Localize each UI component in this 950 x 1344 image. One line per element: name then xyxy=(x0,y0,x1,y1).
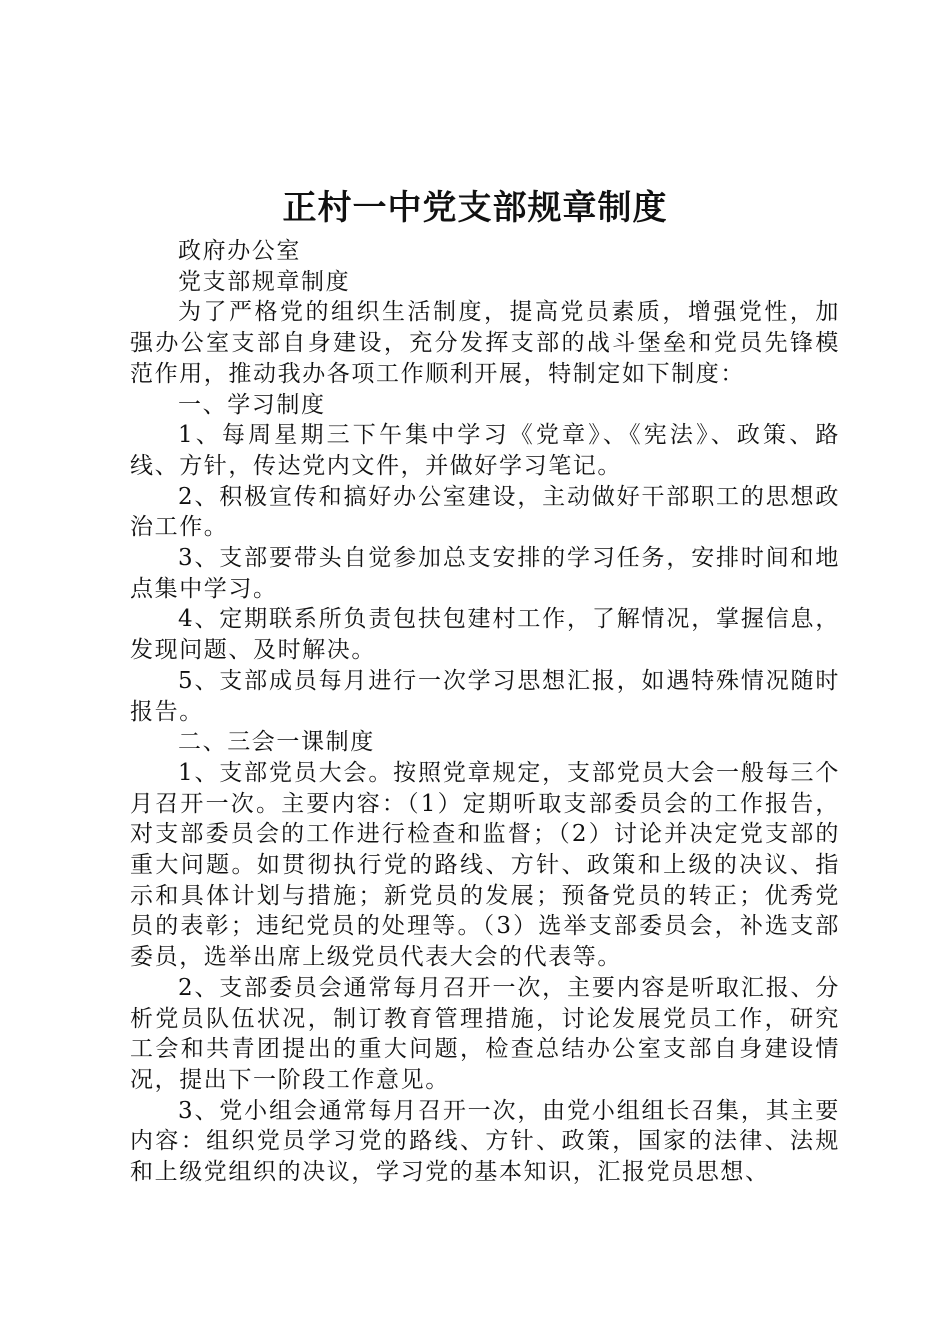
paragraph-study-2: 2、积极宣传和搞好办公室建设，主动做好干部职工的思想政治工作。 xyxy=(130,483,840,541)
paragraph-study-1: 1、每周星期三下午集中学习《党章》、《宪法》、政策、路线、方针，传达党内文件，并做好学习笔记。 xyxy=(130,422,840,479)
document-title: 正村一中党支部规章制度 xyxy=(282,188,668,228)
paragraph-subtitle: 党支部规章制度 xyxy=(178,268,351,295)
section-heading-meetings: 二、三会一课制度 xyxy=(178,729,375,756)
document-body xyxy=(130,236,840,1188)
paragraph-intro: 为了严格党的组织生活制度，提高党员素质，增强党性，加强办公室支部自身建设，充分发挥支部的战斗堡垒和党员先锋模范作用，推动我办各项工作顺利开展，特制定如下制度： xyxy=(130,299,840,387)
paragraph-study-4: 4、定期联系所负责包扶包建村工作，了解情况，掌握信息，发现问题、及时解决。 xyxy=(130,606,840,664)
paragraph-study-3: 3、支部要带头自觉参加总支安排的学习任务，安排时间和地点集中学习。 xyxy=(130,545,840,602)
paragraph-meetings-3: 3、党小组会通常每月召开一次，由党小组组长召集，其主要内容：组织党员学习党的路线、方针、政策，国家的法律、法规和上级党组织的决议，学习党的基本知识，汇报党员思想、 xyxy=(130,1097,840,1186)
paragraph-study-5: 5、支部成员每月进行一次学习思想汇报，如遇特殊情况随时报告。 xyxy=(130,667,840,725)
paragraph-department: 政府办公室 xyxy=(178,238,301,264)
section-heading-study: 一、学习制度 xyxy=(178,391,326,418)
paragraph-meetings-2: 2、支部委员会通常每月召开一次，主要内容是听取汇报、分析党员队伍状况，制订教育管理措施，讨论发展党员工作，研究工会和共青团提出的重大问题，检查总结办公室支部自身建设情况，提出下一阶段工作意见。 xyxy=(130,974,840,1093)
paragraph-meetings-1: 1、支部党员大会。按照党章规定，支部党员大会一般每三个月召开一次。主要内容：（1）定期听取支部委员会的工作报告，对支部委员会的工作进行检查和监督；（2）讨论并决定党支部的重大问题。如贯彻执行党的路线、方针、政策和上级的决议、指示和具体计划与措施；新党员的发展；预备党员的转正；优秀党员的表彰；违纪党员的处理等。（3）选举支部委员会，补选支部委员，选举出席上级党员代表大会的代表等。 xyxy=(130,759,840,971)
